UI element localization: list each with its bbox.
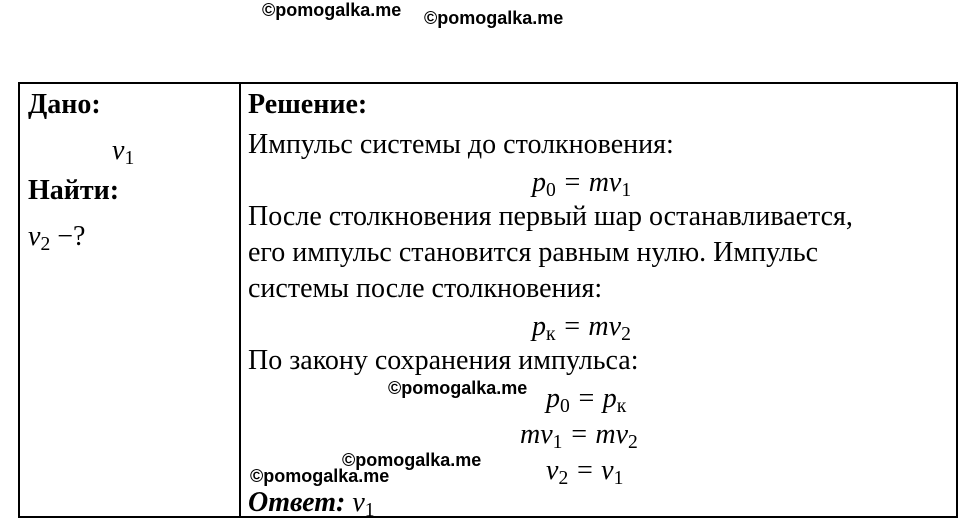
- task-table: [18, 82, 958, 521]
- solution-line-2: После столкновения первый шар останавливается,: [248, 201, 853, 232]
- solution-line-1: Импульс системы до столкновения:: [248, 129, 674, 160]
- given-header: Дано:: [28, 89, 101, 120]
- given-variable: $v_1$: [112, 135, 135, 169]
- watermark-low-1: ©pomogalka.me: [342, 450, 482, 470]
- equation-5: $v_2 = v_1$: [546, 455, 624, 489]
- find-header: Найти:: [28, 175, 120, 206]
- find-variable: $v_2$ −?: [28, 221, 86, 255]
- column-divider: [239, 84, 241, 516]
- solution-header: Решение:: [248, 89, 368, 120]
- solution-line-5: По закону сохранения импульса:: [248, 345, 639, 376]
- equation-3: $p_0 = p_к$: [546, 383, 627, 417]
- watermark-top-2: ©pomogalka.me: [424, 8, 564, 28]
- solution-line-3: его импульс становится равным нулю. Импульс: [248, 237, 819, 268]
- answer-label: Ответ:: [248, 487, 346, 518]
- watermark-low-2: ©pomogalka.me: [250, 466, 390, 486]
- equation-4: $mv_1 = mv_2$: [520, 419, 638, 453]
- equation-1: $p_0 = mv_1$: [532, 167, 632, 201]
- answer: Ответ: $v_1$: [248, 487, 375, 521]
- watermark-mid: ©pomogalka.me: [388, 378, 528, 398]
- solution-line-4: системы после столкновения:: [248, 273, 603, 304]
- watermark-top-1: ©pomogalka.me: [262, 0, 402, 20]
- equation-2: $p_к = mv_2$: [532, 311, 631, 345]
